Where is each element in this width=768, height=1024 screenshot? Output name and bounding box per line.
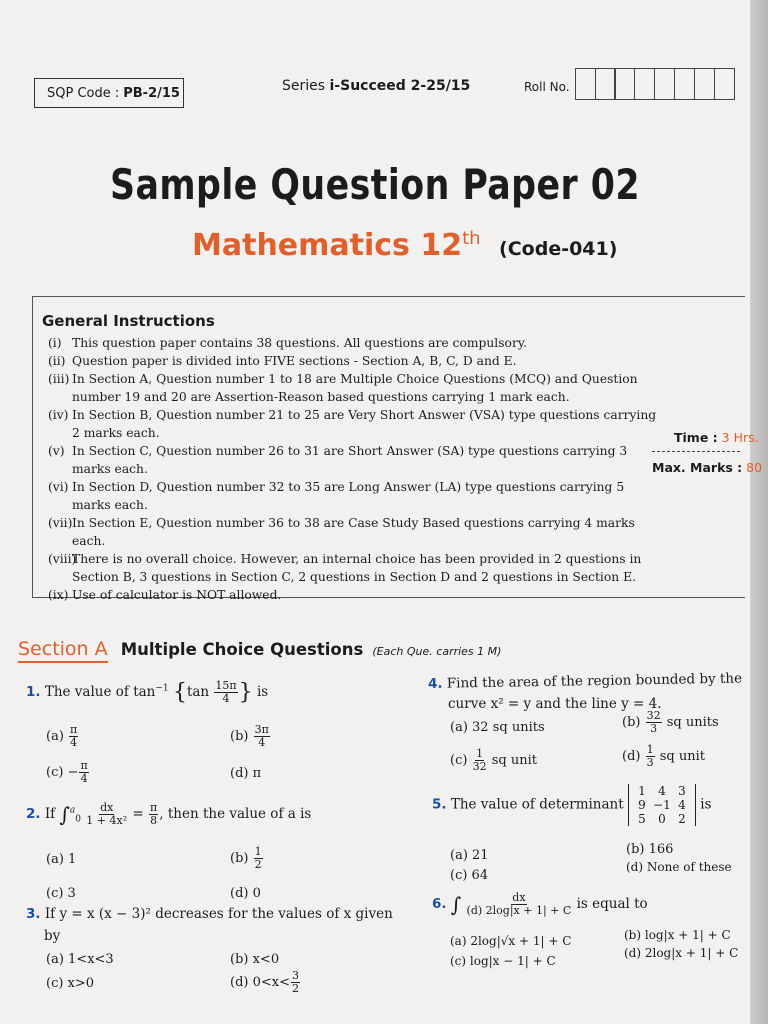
frac-den: 1 + 4x² xyxy=(86,814,128,827)
q6-post: is equal to xyxy=(576,896,648,912)
q4-line1: Find the area of the region bounded by the xyxy=(446,670,743,692)
q4-option-d[interactable] xyxy=(622,744,705,769)
q1-frac-num: 15π xyxy=(215,679,237,692)
matrix-cell: 5 xyxy=(638,812,646,826)
q3-text-cont: by xyxy=(44,928,61,944)
subject-title xyxy=(192,228,617,263)
roll-no-boxes xyxy=(576,68,735,100)
frac-num: π xyxy=(70,723,78,736)
frac-num: π xyxy=(80,759,88,772)
question-number: 2. xyxy=(26,806,41,822)
meta-divider xyxy=(652,451,740,452)
roll-box xyxy=(654,68,675,100)
integral-sign: ∫ xyxy=(59,802,70,827)
roll-box xyxy=(595,68,616,100)
frac-num: 32 xyxy=(646,709,661,722)
matrix-cell: −1 xyxy=(653,798,671,812)
instruction-text: There is no overall choice. However, an internal choice has been provided in 2 questions in Section B, 3 questions in Section C, 2 questions in Section D and 2 questions in Section E. xyxy=(72,552,642,584)
frac-num: dx xyxy=(512,891,526,904)
question-number: 5. xyxy=(432,796,447,813)
matrix-cell: 3 xyxy=(678,784,686,798)
frac-den: 4 xyxy=(70,736,78,749)
page-edge xyxy=(750,0,768,1024)
instruction-number: (ix) xyxy=(48,588,69,602)
brace-open: { xyxy=(172,680,187,705)
matrix-cell: 0 xyxy=(658,812,666,826)
frac-num: 3π xyxy=(254,723,269,736)
option-fraction xyxy=(79,760,88,785)
instruction-number: (iii) xyxy=(48,372,70,386)
q2-post: , then the value of a is xyxy=(159,806,312,822)
instruction-number: (iv) xyxy=(48,408,69,422)
matrix-cell: 4 xyxy=(678,798,686,812)
frac-num: 1 xyxy=(254,845,262,858)
q2-lower: 0 xyxy=(75,814,81,825)
q5-option-b[interactable]: (b) 166 xyxy=(626,842,674,857)
frac-den: 2 xyxy=(292,982,299,995)
instruction-item xyxy=(48,514,660,550)
marks-row xyxy=(652,460,762,475)
matrix-cell: 4 xyxy=(658,784,666,798)
q2-option-b[interactable] xyxy=(230,846,264,871)
instruction-item xyxy=(48,334,660,352)
integral-sign: ∫ xyxy=(450,892,462,917)
q6-integrand xyxy=(467,892,572,917)
question-number: 6. xyxy=(432,896,447,912)
marks-value: 80 xyxy=(746,460,763,475)
subject-sup: th xyxy=(462,228,481,249)
question-6 xyxy=(432,892,648,917)
option-label: (c) xyxy=(450,753,468,768)
instruction-text: In Section E, Question number 36 to 38 are Case Study Based questions carrying 4 marks each. xyxy=(72,516,635,548)
q1-option-a[interactable] xyxy=(46,724,79,749)
q5-option-d[interactable]: (d) None of these xyxy=(626,860,732,874)
q3-option-a[interactable]: (a) 1<x<3 xyxy=(46,952,114,967)
matrix-cell: 2 xyxy=(678,812,686,826)
q1-fraction xyxy=(214,680,237,705)
q2-option-d[interactable]: (d) 0 xyxy=(230,886,261,901)
page-title: Sample Question Paper 02 xyxy=(109,160,641,209)
sqp-code-box xyxy=(34,78,184,108)
option-label: (c) − xyxy=(46,765,79,780)
roll-box xyxy=(714,68,735,100)
frac-den: 3 xyxy=(650,722,658,735)
brace-close: } xyxy=(238,680,253,705)
q4-line2: curve x² = y and the line y = 4. xyxy=(448,696,662,712)
instruction-item xyxy=(48,586,660,604)
section-heading xyxy=(18,638,501,660)
q2-option-a[interactable]: (a) 1 xyxy=(46,852,77,867)
instruction-number: (viii) xyxy=(48,552,77,566)
time-value: 3 Hrs. xyxy=(721,430,759,445)
instruction-number: (v) xyxy=(48,444,65,458)
section-note: (Each Que. carries 1 M) xyxy=(372,645,502,658)
option-label: (d) xyxy=(622,749,641,764)
q1-option-c[interactable] xyxy=(46,760,90,785)
q1-frac-den: 4 xyxy=(222,692,230,705)
instruction-text: Question paper is divided into FIVE sections - Section A, B, C, D and E. xyxy=(72,354,517,368)
frac-num: 3 xyxy=(292,969,299,982)
exam-meta xyxy=(652,430,762,475)
option-fraction xyxy=(69,724,78,749)
q2-pre: If xyxy=(44,806,56,822)
subject-code: (Code-041) xyxy=(499,238,618,260)
instruction-item xyxy=(48,352,660,370)
option-label: (a) xyxy=(46,729,64,744)
option-fraction xyxy=(646,710,662,735)
instruction-item xyxy=(48,442,660,478)
q2-integrand xyxy=(86,802,127,827)
q1-mid: tan xyxy=(186,684,210,700)
question-1 xyxy=(26,680,268,705)
sqp-code-value: PB-2/15 xyxy=(123,85,180,101)
instruction-text: In Section B, Question number 21 to 25 are Very Short Answer (VSA) type questions carrying 2 marks each. xyxy=(72,408,657,440)
roll-box xyxy=(614,68,635,100)
option-unit: sq unit xyxy=(491,753,537,768)
q2-rhs xyxy=(149,802,158,827)
q3-text: If y = x (x − 3)² decreases for the values of x given xyxy=(44,906,393,922)
q6-option-a[interactable]: (a) 2log|√x + 1| + C xyxy=(450,934,572,948)
instruction-item xyxy=(48,370,660,406)
question-number: 4. xyxy=(427,675,443,692)
frac-den: 2 xyxy=(254,858,262,871)
q4-option-a[interactable]: (a) 32 sq units xyxy=(450,720,545,735)
q6-option-c[interactable]: (c) log|x − 1| + C xyxy=(450,954,556,968)
option-unit: sq units xyxy=(666,715,719,730)
option-fraction xyxy=(473,748,487,773)
instruction-text: In Section C, Question number 26 to 31 are Short Answer (SA) type questions carrying 3 marks each. xyxy=(72,444,628,476)
question-5 xyxy=(432,784,712,826)
option-label: (b) xyxy=(230,851,249,866)
section-name: Section A xyxy=(18,638,108,663)
instruction-number: (ii) xyxy=(48,354,66,368)
roll-no-label: Roll No. xyxy=(524,80,570,94)
frac-num: π xyxy=(150,801,158,814)
option-fraction xyxy=(254,724,270,749)
q3-option-d[interactable] xyxy=(230,970,301,995)
instruction-item xyxy=(48,550,660,586)
series-label: Series xyxy=(282,78,326,94)
instruction-item xyxy=(48,406,660,442)
frac-den: 32 xyxy=(472,760,487,773)
option-fraction xyxy=(254,846,263,871)
q1-sup: −1 xyxy=(155,683,169,694)
q1-option-d[interactable]: (d) π xyxy=(230,766,262,781)
instruction-text: This question paper contains 38 questions. All questions are compulsory. xyxy=(72,336,528,350)
instructions-heading: General Instructions xyxy=(42,312,215,330)
option-unit: sq unit xyxy=(659,749,706,764)
roll-box xyxy=(694,68,715,100)
question-number: 3. xyxy=(26,906,41,922)
instructions-list xyxy=(48,334,660,604)
roll-box xyxy=(674,68,695,100)
q6-option-d[interactable]: (d) 2log|x + 1| + C xyxy=(624,946,739,960)
option-fraction xyxy=(646,744,655,769)
q4-option-c[interactable] xyxy=(450,748,537,773)
question-number: 1. xyxy=(26,684,41,700)
q1-pre: The value of tan xyxy=(44,684,156,700)
q6-option-b[interactable]: (b) log|x + 1| + C xyxy=(624,928,731,942)
sqp-code-label: SQP Code : xyxy=(47,85,120,101)
q4-option-b[interactable] xyxy=(622,710,719,735)
instruction-number: (i) xyxy=(48,336,62,350)
frac-den: 4 xyxy=(258,736,266,749)
option-fraction xyxy=(291,970,300,995)
time-label: Time : xyxy=(674,430,718,445)
marks-label: Max. Marks : xyxy=(652,460,743,475)
q5-option-c[interactable]: (c) 64 xyxy=(450,868,489,883)
option-label: (d) 0<x< xyxy=(230,975,290,990)
q2-eq: = xyxy=(132,806,144,822)
question-3 xyxy=(26,906,393,922)
option-label: (b) xyxy=(622,715,641,730)
instruction-text: In Section D, Question number 32 to 35 are Long Answer (LA) type questions carrying 5 marks each. xyxy=(72,480,625,512)
frac-den: 4 xyxy=(80,772,88,785)
instruction-number: (vi) xyxy=(48,480,69,494)
q2-upper: a xyxy=(69,805,76,816)
section-title: Multiple Choice Questions xyxy=(120,640,364,659)
q5-option-a[interactable]: (a) 21 xyxy=(450,848,489,863)
time-row xyxy=(652,430,762,445)
matrix-cell: 9 xyxy=(638,798,646,812)
q2-option-c[interactable]: (c) 3 xyxy=(46,886,76,901)
roll-box xyxy=(634,68,655,100)
determinant-matrix xyxy=(628,784,696,826)
instruction-text: In Section A, Question number 1 to 18 are Multiple Choice Questions (MCQ) and Question number 19 and 20 are Assertion-Reason based questions carrying 1 mark each. xyxy=(72,372,638,404)
q5-text: The value of determinant xyxy=(450,796,624,813)
frac-den: (d) 2log|x + 1| + C xyxy=(466,904,572,917)
option-label: (b) xyxy=(230,729,249,744)
frac-num: 1 xyxy=(646,743,654,756)
frac-num: 1 xyxy=(476,747,484,760)
instruction-text: Use of calculator is NOT allowed. xyxy=(72,588,282,602)
q3-option-b[interactable]: (b) x<0 xyxy=(230,952,280,967)
instruction-number: (vii) xyxy=(48,516,73,530)
q1-post: is xyxy=(256,684,269,700)
frac-den: 3 xyxy=(646,756,654,769)
instruction-item xyxy=(48,478,660,514)
series-value: i-Succeed 2-25/15 xyxy=(329,78,471,94)
q3-option-c[interactable]: (c) x>0 xyxy=(46,976,95,991)
matrix-cell: 1 xyxy=(638,784,646,798)
roll-box xyxy=(575,68,596,100)
frac-num: dx xyxy=(100,801,114,814)
frac-den: 8 xyxy=(150,814,158,827)
q5-post: is xyxy=(700,796,712,813)
question-2 xyxy=(26,802,311,827)
q1-option-b[interactable] xyxy=(230,724,271,749)
subject-name: Mathematics 12 xyxy=(192,228,463,263)
series xyxy=(282,78,470,94)
